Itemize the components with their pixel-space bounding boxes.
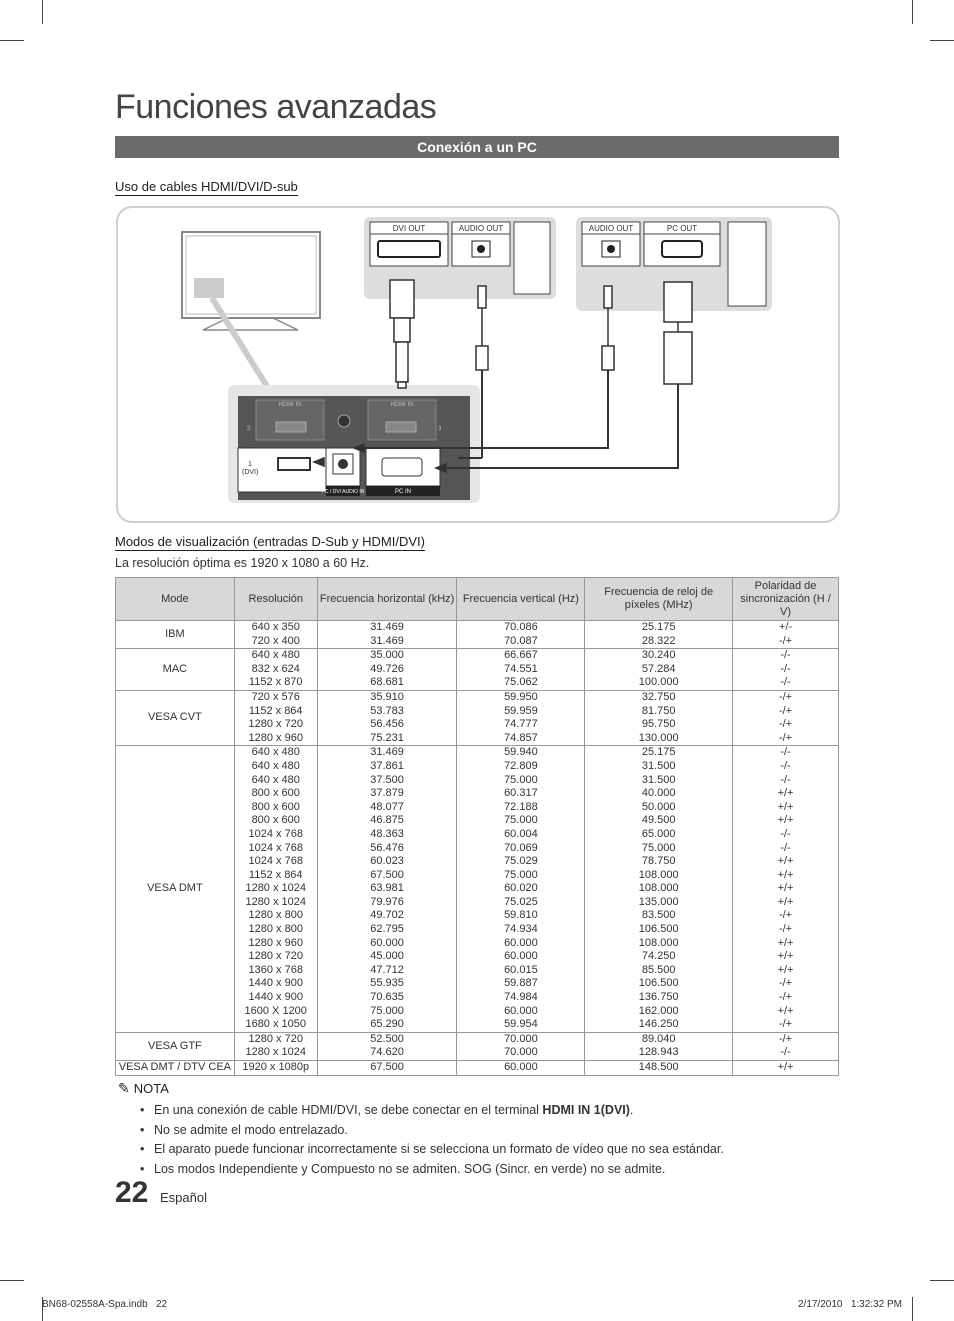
pixel-clock-cell: 30.240 57.284 100.000 xyxy=(585,649,733,691)
table-header-row xyxy=(116,578,839,621)
page-title: Funciones avanzadas xyxy=(115,88,437,126)
mode-cell: VESA CVT xyxy=(116,690,235,745)
hfreq-cell: 31.469 37.861 37.500 37.879 48.077 46.875 48.363 56.476 60.023 67.500 63.981 79.976 49.702 62.795 60.000 45.000 47.712 55.935 70.635 75.000 65.290 xyxy=(317,746,457,1032)
pixel-clock-cell: 25.175 28.322 xyxy=(585,621,733,649)
crop-mark xyxy=(0,1280,24,1281)
display-modes-table xyxy=(115,577,839,1076)
hfreq-cell: 52.500 74.620 xyxy=(317,1032,457,1060)
pixel-clock-cell: 25.175 31.500 31.500 40.000 50.000 49.500 65.000 75.000 78.750 108.000 108.000 135.000 83.500 106.500 108.000 74.250 85.500 106.500 136.750 162.000 146.250 xyxy=(585,746,733,1032)
subheading-modes: Modos de visualización (entradas D-Sub y HDMI/DVI) xyxy=(115,534,425,549)
pencil-icon: ✎ xyxy=(118,1080,130,1096)
crop-mark xyxy=(912,0,913,24)
footer-file-info: BN68-02558A-Spa.indb 22 xyxy=(42,1299,168,1310)
vfreq-cell: 70.000 70.000 xyxy=(457,1032,585,1060)
pc2-pc-out-label: PC OUT xyxy=(666,224,698,233)
page-number: 22 xyxy=(115,1176,149,1209)
tv-hdmi-in-label-2: HDMI IN xyxy=(390,402,414,408)
crop-mark xyxy=(930,40,954,41)
tv-pc-dvi-audio-label: PC / DVI AUDIO IN xyxy=(321,489,365,495)
polarity-cell: -/+ -/+ -/+ -/+ xyxy=(733,690,839,745)
vfreq-cell: 59.950 59.959 74.777 74.857 xyxy=(457,690,585,745)
tv-panel xyxy=(228,385,480,503)
pc1-audio-out-label: AUDIO OUT xyxy=(458,224,504,233)
vfreq-cell: 66.667 74.551 75.062 xyxy=(457,649,585,691)
section-banner: Conexión a un PC xyxy=(115,136,839,158)
tv-pc-in-label: PC IN xyxy=(394,489,412,495)
note-text: En una conexión de cable HDMI/DVI, se debe conectar en el terminal xyxy=(154,1103,543,1117)
crop-mark xyxy=(42,0,43,24)
tv-port-2-label: 2 xyxy=(247,426,251,432)
hfreq-cell: 35.910 53.783 56.456 75.231 xyxy=(317,690,457,745)
note-bold-text: HDMI IN 1(DVI) xyxy=(542,1103,630,1117)
tv-port-3-label: 3 xyxy=(438,426,442,432)
crop-mark xyxy=(912,1297,913,1321)
polarity-cell: +/+ xyxy=(733,1061,839,1076)
table-row xyxy=(116,1032,839,1060)
table-row xyxy=(116,649,839,691)
crop-mark xyxy=(0,40,24,41)
tv-dvi-label: (DVI) xyxy=(242,469,259,476)
pixel-clock-cell: 32.750 81.750 95.750 130.000 xyxy=(585,690,733,745)
footer-timestamp: 2/17/2010 1:32:32 PM xyxy=(798,1299,902,1310)
hfreq-cell: 35.000 49.726 68.681 xyxy=(317,649,457,691)
header-pixel-clock: Frecuencia de reloj de píxeles (MHz) xyxy=(585,578,733,621)
header-resolution: Resolución xyxy=(234,578,317,621)
vfreq-cell: 59.940 72.809 75.000 60.317 72.188 75.000 60.004 70.069 75.029 75.000 60.020 75.025 59.810 74.934 60.000 60.000 60.015 59.887 74.984 60.000 59.954 xyxy=(457,746,585,1032)
hfreq-cell: 67.500 xyxy=(317,1061,457,1076)
polarity-cell: -/+ -/- xyxy=(733,1032,839,1060)
note-label: NOTA xyxy=(133,1081,169,1096)
connection-diagram xyxy=(116,206,840,523)
note-text: El aparato puede funcionar incorrectamente si se selecciona un formato de vídeo que no sea estándar. xyxy=(154,1142,724,1156)
note-item xyxy=(138,1121,724,1141)
header-hfreq: Frecuencia horizontal (kHz) xyxy=(317,578,457,621)
note-text-end: . xyxy=(629,1103,634,1117)
page-language: Español xyxy=(160,1190,207,1205)
header-mode: Mode xyxy=(116,578,235,621)
mode-cell: VESA GTF xyxy=(116,1032,235,1060)
mode-cell: MAC xyxy=(116,649,235,691)
pixel-clock-cell: 89.040 128.943 xyxy=(585,1032,733,1060)
table-row xyxy=(116,690,839,745)
pc2-audio-out-label: AUDIO OUT xyxy=(588,224,634,233)
resolution-cell: 640 x 480 832 x 624 1152 x 870 xyxy=(234,649,317,691)
vfreq-cell: 70.086 70.087 xyxy=(457,621,585,649)
note-text: No se admite el modo entrelazado. xyxy=(154,1122,348,1137)
notes-list xyxy=(138,1101,724,1179)
vfreq-cell: 60.000 xyxy=(457,1061,585,1076)
table-row xyxy=(116,621,839,649)
crop-mark xyxy=(930,1280,954,1281)
resolution-cell: 640 x 480 640 x 480 640 x 480 800 x 600 800 x 600 800 x 600 1024 x 768 1024 x 768 1024 x 768 1152 x 864 1280 x 1024 1280 x 1024 1280 x 800 1280 x 800 1280 x 960 1280 x 720 1360 x 768 1440 x 900 1440 x 900 1600 X 1200 1680 x 1050 xyxy=(234,746,317,1032)
polarity-cell: -/- -/- -/- +/+ +/+ +/+ -/- -/- +/+ +/+ +/+ +/+ -/+ -/+ +/+ +/+ +/+ -/+ -/+ +/+ -/+ xyxy=(733,746,839,1032)
resolution-cell: 1920 x 1080p xyxy=(234,1061,317,1076)
mode-cell: IBM xyxy=(116,621,235,649)
hfreq-cell: 31.469 31.469 xyxy=(317,621,457,649)
header-vfreq: Frecuencia vertical (Hz) xyxy=(457,578,585,621)
optimal-resolution-text: La resolución óptima es 1920 x 1080 a 60 Hz. xyxy=(115,556,370,570)
tv-port-1-label: 1 xyxy=(248,461,252,468)
note-item xyxy=(138,1140,724,1160)
resolution-cell: 720 x 576 1152 x 864 1280 x 720 1280 x 960 xyxy=(234,690,317,745)
resolution-cell: 1280 x 720 1280 x 1024 xyxy=(234,1032,317,1060)
pixel-clock-cell: 148.500 xyxy=(585,1061,733,1076)
resolution-cell: 640 x 350 720 x 400 xyxy=(234,621,317,649)
note-text: Los modos Independiente y Compuesto no se admiten. SOG (Sincr. en verde) no se admite. xyxy=(154,1161,666,1176)
tv-hdmi-in-label: HDMI IN xyxy=(278,402,302,408)
polarity-cell: -/- -/- -/- xyxy=(733,649,839,691)
note-item xyxy=(138,1160,724,1180)
table-row xyxy=(116,1061,839,1076)
note-item xyxy=(138,1101,724,1121)
mode-cell: VESA DMT / DTV CEA xyxy=(116,1061,235,1076)
polarity-cell: +/- -/+ xyxy=(733,621,839,649)
tv-illustration xyxy=(182,232,320,388)
pc1-dvi-out-label: DVI OUT xyxy=(392,224,426,233)
subheading-cables: Uso de cables HDMI/DVI/D-sub xyxy=(115,179,298,194)
table-row xyxy=(116,746,839,1032)
header-sync-polarity: Polaridad de sincronización (H / V) xyxy=(733,578,839,621)
note-heading xyxy=(118,1080,169,1097)
mode-cell: VESA DMT xyxy=(116,746,235,1032)
